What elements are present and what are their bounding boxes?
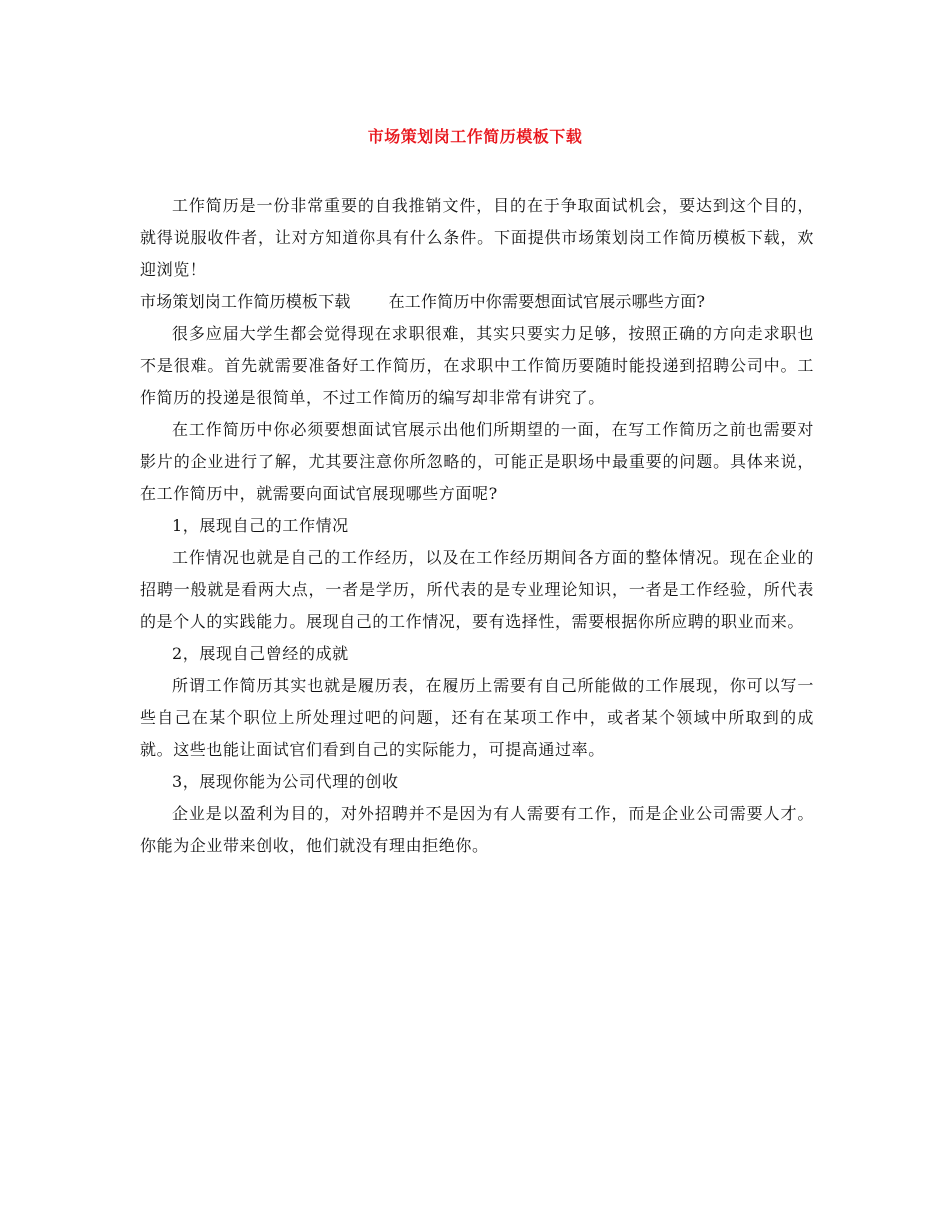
subheading-right: 在工作简历中你需要想面试官展示哪些方面? xyxy=(388,292,706,311)
intro-paragraph: 工作简历是一份非常重要的自我推销文件，目的在于争取面试机会，要达到这个目的，就得说服收件者，让对方知道你具有什么条件。下面提供市场策划岗工作简历模板下载，欢迎浏览！ xyxy=(140,196,814,279)
body-paragraph-4: 所谓工作简历其实也就是履历表，在履历上需要有自己所能做的工作展现，你可以写一些自己在某个职位上所处理过吧的问题，还有在某项工作中，或者某个领域中所取到的成就。这些也能让面试官们看到自己的实际能力，可提高通过率。 xyxy=(140,676,814,759)
body-paragraph-5: 企业是以盈利为目的，对外招聘并不是因为有人需要有工作，而是企业公司需要人才。你能为企业带来创收，他们就没有理由拒绝你。 xyxy=(140,804,814,855)
document-title: 市场策划岗工作简历模板下载 xyxy=(367,127,583,146)
section-heading-2: 2，展现自己曾经的成就 xyxy=(172,644,349,663)
document-body xyxy=(140,190,814,862)
section-heading-3: 3，展现你能为公司代理的创收 xyxy=(172,772,399,791)
subheading-left: 市场策划岗工作简历模板下载 xyxy=(140,292,351,311)
body-paragraph-1: 很多应届大学生都会觉得现在求职很难，其实只要实力足够，按照正确的方向走求职也不是很难。首先就需要准备好工作简历，在求职中工作简历要随时能投递到招聘公司中。工作简历的投递是很简单，不过工作简历的编写却非常有讲究了。 xyxy=(140,324,814,407)
body-paragraph-2: 在工作简历中你必须要想面试官展示出他们所期望的一面，在写工作简历之前也需要对影片的企业进行了解，尤其要注意你所忽略的，可能正是职场中最重要的问题。具体来说，在工作简历中，就需要向面试官展现哪些方面呢? xyxy=(140,420,814,503)
section-heading-1: 1，展现自己的工作情况 xyxy=(172,516,349,535)
body-paragraph-3: 工作情况也就是自己的工作经历，以及在工作经历期间各方面的整体情况。现在企业的招聘一般就是看两大点，一者是学历，所代表的是专业理论知识，一者是工作经验，所代表的是个人的实践能力。展现自己的工作情况，要有选择性，需要根据你所应聘的职业而来。 xyxy=(140,548,814,631)
subheading-line xyxy=(140,286,814,318)
